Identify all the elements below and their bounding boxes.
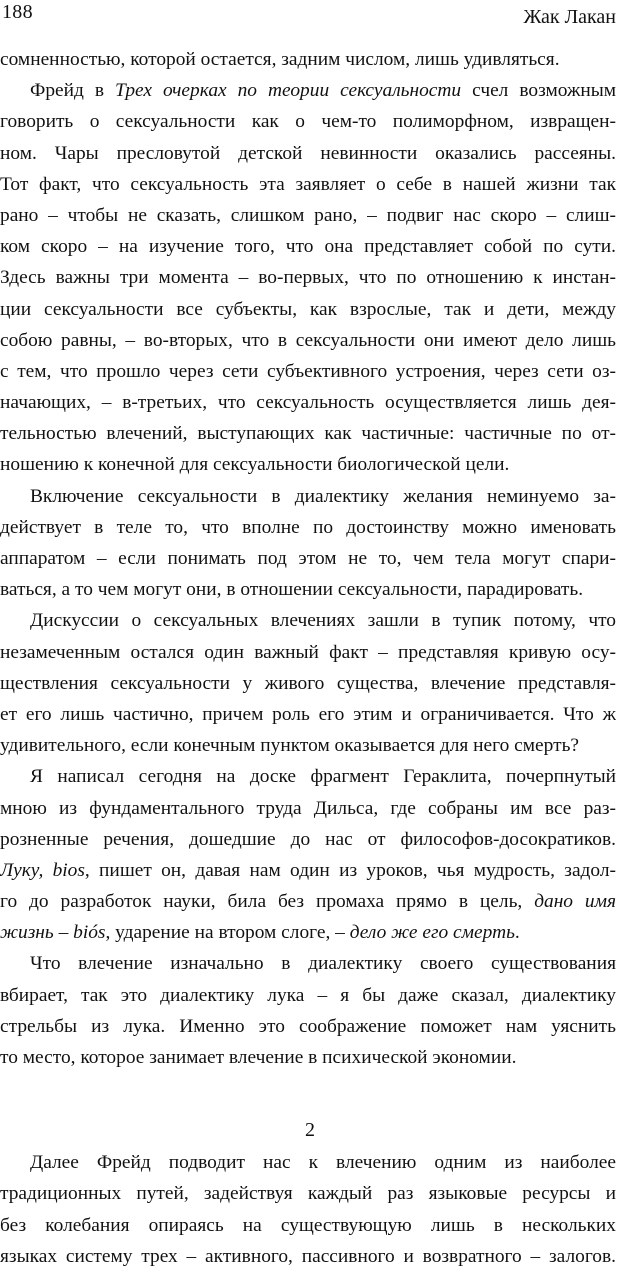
text-segment: стрельбы из лука. Именно это соображение поможет нам уяснить xyxy=(0,1015,616,1037)
text-segment: удивительного, если конечным пунктом оказывается для него смерть? xyxy=(0,735,580,757)
text-line xyxy=(0,169,616,200)
text-segment: го до разработок науки, била без промаха прямо в цель, xyxy=(0,891,535,913)
text-segment: без колебания опираясь на существующую лишь в нескольких xyxy=(0,1214,616,1236)
text-line xyxy=(0,574,616,605)
text-segment: ношению к конечной для сексуальности биологической цели. xyxy=(0,454,510,476)
text-segment: Включение сексуальности в диалектику желания неминуемо за- xyxy=(30,485,616,507)
text-segment: тельностью влечений, выступающих как частичные: частичные по от- xyxy=(0,423,616,445)
text-line xyxy=(0,325,616,356)
text-segment: то место, которое занимает влечение в психической экономии. xyxy=(0,1047,517,1068)
text-line xyxy=(0,106,616,137)
text-segment: счел возможным xyxy=(461,80,616,102)
text-line xyxy=(0,668,616,699)
text-segment: традиционных путей, задействуя каждый раз языковые ресурсы и xyxy=(0,1183,616,1205)
text-segment: ваться, а то чем могут они, в отношении сексуальности, парадировать. xyxy=(0,579,584,601)
text-segment: , пишет он, давая нам один из уроков, чья мудрость, задол- xyxy=(84,859,616,881)
paragraph xyxy=(0,605,620,761)
paragraph xyxy=(0,75,620,480)
text-line xyxy=(0,980,616,1011)
text-segment: аппаратом – если понимать под этом не то, чем тела могут спари- xyxy=(0,548,616,569)
text-line xyxy=(0,761,616,792)
text-segment: розненные речения, дошедшие до нас от философов-досократиков. xyxy=(0,828,616,850)
text-segment: Далее Фрейд подводит нас к влечению одним из наиболее xyxy=(30,1152,616,1174)
text-line xyxy=(0,512,616,543)
paragraph xyxy=(0,1147,620,1272)
text-line xyxy=(0,387,616,418)
text-line xyxy=(0,262,616,293)
text-segment: Тот факт, что сексуальность эта заявляет о себе в нашей жизни так xyxy=(0,173,616,195)
text-segment: . xyxy=(514,922,520,944)
body-text xyxy=(0,44,620,1272)
paragraph xyxy=(0,948,620,1073)
text-segment: мною из фундаментального труда Дильса, где собраны им все раз- xyxy=(0,797,616,819)
text-segment: рано – чтобы не сказать, слишком рано, – подвиг нас скоро – слиш- xyxy=(0,204,616,226)
text-line xyxy=(0,793,616,824)
text-line xyxy=(0,855,616,886)
text-segment: сомненностью, которой остается, задним числом, лишь удивляться. xyxy=(0,49,560,70)
italic-text: Трех очерках по теории сексуальности xyxy=(115,80,462,102)
text-line xyxy=(0,948,616,979)
text-line xyxy=(0,418,616,449)
text-line xyxy=(0,1042,616,1073)
text-segment: ном. Чары пресловутой детской невинности оказались рассеяны. xyxy=(0,142,616,164)
text-segment: , ударение на втором слоге, – xyxy=(105,922,350,944)
text-line xyxy=(0,294,616,325)
text-segment: Я написал сегодня на доске фрагмент Гераклита, почерпнутый xyxy=(30,766,616,788)
text-segment: Что влечение изначально в диалектику своего существования xyxy=(30,953,616,975)
text-segment: ществления сексуальности у живого существа, влечение представля- xyxy=(0,672,616,694)
text-segment: ком скоро – на изучение того, что она представляет собой по сути. xyxy=(0,236,616,258)
text-line xyxy=(0,1011,616,1042)
paragraph xyxy=(0,44,620,75)
text-segment: языках систему трех – активного, пассивного и возвратного – залогов. xyxy=(0,1245,616,1267)
text-segment: Фрейд в xyxy=(30,80,116,102)
text-line xyxy=(0,75,616,106)
text-segment: говорить о сексуальности как о чем-то полиморфном, извращен- xyxy=(0,111,616,133)
text-segment: вбирает, так это диалектику лука – я бы даже сказал, диалектику xyxy=(0,984,616,1006)
italic-text: дело же его смерть xyxy=(349,922,515,944)
text-segment: ет его лишь частично, причем роль его этим и ограничивается. Что ж xyxy=(0,703,616,725)
text-segment: с тем, что прошло через сети субъективного устроения, через сети оз- xyxy=(0,360,616,382)
italic-text: жизнь – biós xyxy=(0,922,106,944)
text-segment: начающих, – в-третьих, что сексуальность осуществляется лишь дея- xyxy=(0,392,616,414)
text-line xyxy=(0,699,616,730)
text-line xyxy=(0,637,616,668)
text-line xyxy=(0,917,616,948)
paragraph xyxy=(0,761,620,948)
page-number: 188 xyxy=(2,1,33,23)
text-line xyxy=(0,200,616,231)
text-segment: незамеченным остался один важный факт – представляя кривую осу- xyxy=(0,641,616,663)
text-line xyxy=(0,356,616,387)
section-number: 2 xyxy=(305,1119,315,1142)
text-segment: собою равны, – во-вторых, что в сексуальности они имеют дело лишь xyxy=(0,329,616,351)
italic-text: дано имя xyxy=(534,891,616,913)
text-segment: ции сексуальности все субъекты, как взрослые, так и дети, между xyxy=(0,298,616,320)
text-line xyxy=(0,449,616,480)
text-segment: Дискуссии о сексуальных влечениях зашли в тупик потому, что xyxy=(30,610,616,632)
italic-text: Луку, bios xyxy=(0,859,85,881)
text-segment: Здесь важны три момента – во-первых, что по отношению к инстан- xyxy=(0,267,616,289)
text-line xyxy=(0,138,616,169)
text-line xyxy=(0,44,616,75)
paragraph xyxy=(0,481,620,606)
text-line xyxy=(0,481,616,512)
text-line xyxy=(0,730,616,761)
text-line xyxy=(0,1241,616,1272)
page-header xyxy=(0,0,620,34)
text-line xyxy=(0,824,616,855)
text-line xyxy=(0,1147,616,1178)
text-line xyxy=(0,605,616,636)
text-line xyxy=(0,1210,616,1241)
running-head: Жак Лакан xyxy=(523,6,616,28)
text-line xyxy=(0,1178,616,1209)
text-line xyxy=(0,231,616,262)
text-line xyxy=(0,543,616,574)
text-segment: действует в теле то, что вполне по достоинству можно именовать xyxy=(0,516,616,538)
text-line xyxy=(0,886,616,917)
